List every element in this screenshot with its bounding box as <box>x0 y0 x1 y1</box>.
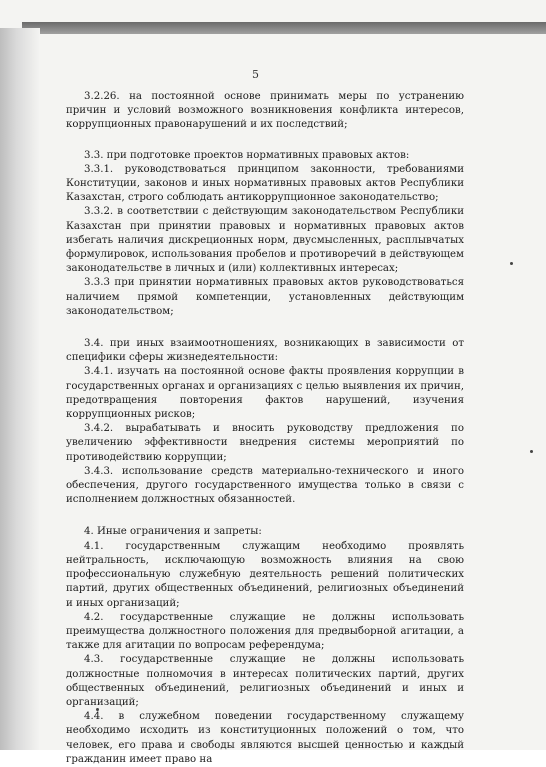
page-number: 5 <box>252 68 259 81</box>
paragraph-3-3: 3.3. при подготовке проектов нормативных правовых актов: <box>84 149 410 161</box>
paragraph-3-3-2: 3.3.2. в соответствии с действующим законодательством Республики Казахстан при принятии правовых и нормативных правовых актов избегать наличия дискреционных норм, двусмысленных, расплывчатых формулировок, использования пробелов и противоречий в действующем законодательстве в личных и (или) коллективных интересах; <box>66 206 464 275</box>
paragraph-3-3-3: 3.3.3 при принятии нормативных правовых актов руководствоваться наличием прямой компетенции, установленных действующим законодательством; <box>66 277 464 317</box>
paragraph-4-4: 4.4. в служебном поведении государственному служащему необходимо исходить из конституционных положений о том, что человек, его права и свободы являются высшей ценностью и каждый гражданин имеет право на <box>66 711 464 765</box>
scan-speck <box>96 708 99 711</box>
paragraph-3-4-3: 3.4.3. использование средств материально-технического и иного обеспечения, другого государственного имущества только в связи с исполнением должностных обязанностей. <box>66 465 464 506</box>
scan-speck <box>510 262 513 265</box>
paragraph-4-3: 4.3. государственные служащие не должны использовать должностные полномочия в интересах политических партий, других общественных объединений, религиозных объединений и иных и организаций; <box>66 654 464 708</box>
paragraph-3-4-1: 3.4.1. изучать на постоянной основе факты проявления коррупции в государственных органах и организациях с целью выявления их причин, предотвращения повторения фактов нарушений, изучения коррупционных рисков; <box>66 366 464 421</box>
paragraph-3-2-26: 3.2.26. на постоянной основе принимать меры по устранению причин и условий возможного возникновения конфликта интересов, коррупционных правонарушений и их последствий; <box>66 91 464 131</box>
paragraph-3-4-2: 3.4.2. вырабатывать и вносить руководству предложения по увеличению эффективности внедрения системы мероприятий по противодействию коррупции; <box>66 423 464 463</box>
paragraph-4-1: 4.1. государственным служащим необходимо проявлять нейтральность, исключающую возможность влияния на свою профессиональную служебную деятельность решений политических партий, других общественных объединений, религиозных объединений и иных организаций; <box>66 540 464 609</box>
paragraph-4-2: 4.2. государственные служащие не должны использовать преимущества должностного положения для предвыборной агитации, а также для агитации по вопросам референдума; <box>66 611 464 652</box>
section-4-heading: 4. Иные ограничения и запреты: <box>84 526 262 538</box>
document-body <box>66 90 464 767</box>
paragraph-3-3-1: 3.3.1. руководствоваться принципом законности, требованиями Конституции, законов и иных нормативных правовых актов Республики Казахстан, строго соблюдать антикоррупционное законодательство; <box>66 163 464 204</box>
paragraph-3-4: 3.4. при иных взаимоотношениях, возникающих в зависимости от специфики сферы жизнедеятельности: <box>66 338 464 364</box>
scan-speck <box>530 450 533 453</box>
scan-binding-shadow <box>0 28 40 750</box>
scan-top-edge <box>22 22 546 34</box>
